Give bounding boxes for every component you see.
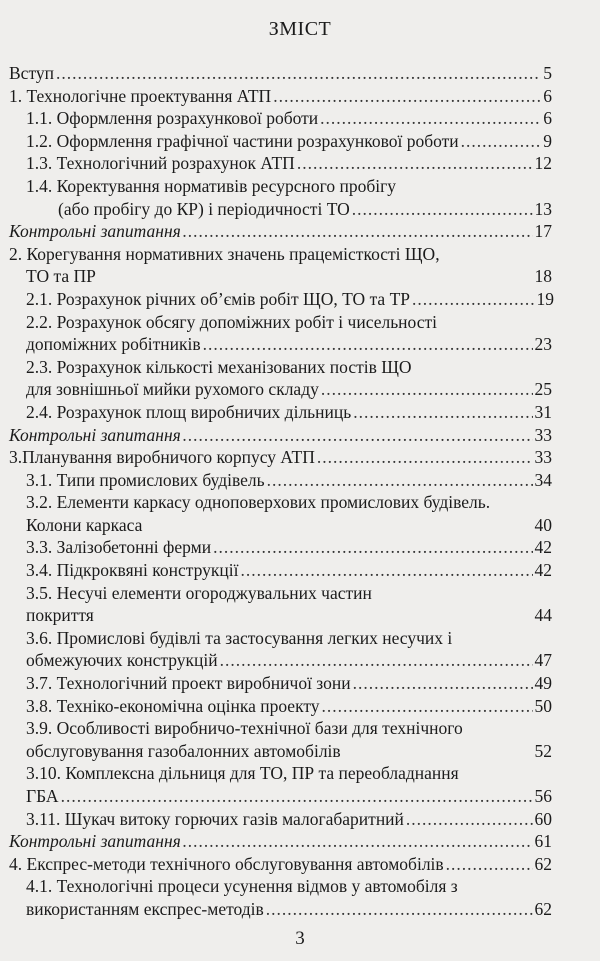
dot-leader xyxy=(406,808,533,831)
toc-entry-text: використанням експрес-методів xyxy=(26,898,264,919)
dot-leader xyxy=(317,446,533,469)
toc-entry[interactable] xyxy=(0,107,600,130)
toc-entry-line: 3.2. Елементи каркасу одноповерхових промислових будівель. xyxy=(26,492,491,513)
toc-entry-text: ГБА xyxy=(26,786,59,806)
dot-leader xyxy=(322,695,533,718)
toc-entry[interactable] xyxy=(0,536,600,559)
toc-entry-text: 3.4. Підкроквяні конструкції xyxy=(26,560,239,581)
dot-leader xyxy=(203,333,533,356)
dot-leader xyxy=(61,785,533,808)
toc-entry-page: 6 xyxy=(543,85,552,106)
toc-entry[interactable] xyxy=(0,740,600,763)
dot-leader xyxy=(220,649,533,672)
toc-entry-text: Контрольні запитання xyxy=(9,424,181,445)
toc-entry-text: обмежуючих конструкцій xyxy=(26,650,218,671)
toc-entry-text: 3.Планування виробничого корпусу АТП xyxy=(9,447,315,468)
toc-entry-page: 23 xyxy=(534,334,552,355)
dot-leader xyxy=(446,853,533,876)
toc-entry-page: 52 xyxy=(534,740,552,761)
toc-entry-line: 3.5. Несучі елементи огороджувальних частин xyxy=(26,582,372,603)
toc-entry[interactable] xyxy=(0,424,600,447)
dot-leader xyxy=(240,559,532,582)
toc-entry[interactable] xyxy=(0,830,600,853)
toc-entry-page: 33 xyxy=(534,424,552,445)
toc-entry[interactable] xyxy=(0,152,600,175)
toc-entry-text: Колони каркаса xyxy=(26,514,143,535)
dot-leader xyxy=(353,672,533,695)
toc-entry-page: 47 xyxy=(534,650,552,671)
dot-leader xyxy=(183,220,533,243)
toc-entry-text: 3.8. Техніко-економічна оцінка проекту xyxy=(26,695,320,716)
toc-entry-page: 62 xyxy=(534,853,552,874)
toc-entry[interactable] xyxy=(0,514,600,537)
toc-entry[interactable] xyxy=(0,649,600,672)
toc-entry[interactable] xyxy=(0,378,600,401)
dot-leader xyxy=(320,107,541,130)
toc-entry[interactable] xyxy=(0,672,600,695)
dot-leader xyxy=(183,424,533,447)
toc-entry-page: 12 xyxy=(534,153,552,174)
toc-entry-page: 40 xyxy=(534,514,552,535)
page-number: 3 xyxy=(295,928,305,949)
toc-entry-page: 62 xyxy=(534,898,552,919)
toc-entry-line: 3.6. Промислові будівлі та застосування легких несучих і xyxy=(26,627,453,648)
toc-entry-line: 4.1. Технологічні процеси усунення відмов у автомобіля з xyxy=(26,876,458,897)
dot-leader xyxy=(183,830,533,853)
toc-entry-page: 42 xyxy=(534,560,552,581)
toc-entry-page: 19 xyxy=(536,288,554,309)
toc-entry[interactable] xyxy=(0,785,600,808)
dot-leader xyxy=(461,130,542,153)
toc-entry[interactable] xyxy=(0,898,600,921)
toc-entry-page: 50 xyxy=(534,695,552,716)
toc-entry-page: 34 xyxy=(534,469,552,490)
toc-entry-line: 2. Корегування нормативних значень працемісткості ЩО, xyxy=(9,243,440,264)
toc-entry-text: 1.2. Оформлення графічної частини розрахункової роботи xyxy=(26,130,459,151)
dot-leader xyxy=(352,198,533,221)
toc-entry-text: 3.3. Залізобетонні ферми xyxy=(26,537,212,558)
toc-entry-page: 17 xyxy=(534,221,552,242)
toc-entry-text: допоміжних робітників xyxy=(26,334,201,355)
dot-leader xyxy=(273,85,541,108)
toc-entry-text: Контрольні запитання xyxy=(9,221,181,242)
toc-entry[interactable] xyxy=(0,333,600,356)
toc-entry-page: 33 xyxy=(534,447,552,468)
dot-leader xyxy=(56,62,541,85)
toc-entry-page: 60 xyxy=(534,808,552,829)
toc-entry[interactable] xyxy=(0,559,600,582)
dot-leader xyxy=(267,469,533,492)
toc-entry-page: 31 xyxy=(534,401,552,422)
toc-entry-page: 25 xyxy=(534,379,552,400)
toc-entry[interactable] xyxy=(0,469,600,492)
dot-leader xyxy=(266,898,533,921)
toc-title: ЗМІСТ xyxy=(268,18,332,40)
dot-leader xyxy=(321,378,533,401)
toc-entry-text: 4. Експрес-методи технічного обслуговування автомобілів xyxy=(9,853,444,874)
toc-entry[interactable] xyxy=(0,62,600,85)
toc-entry-text: 1. Технологічне проектування АТП xyxy=(9,85,272,106)
toc-entry-text: ТО та ПР xyxy=(26,266,96,287)
toc-entry-text: 1.3. Технологічний розрахунок АТП xyxy=(26,153,295,174)
toc-entry[interactable] xyxy=(0,288,600,311)
toc-entry[interactable] xyxy=(0,401,600,424)
toc-entry[interactable] xyxy=(0,695,600,718)
table-of-contents xyxy=(0,62,600,921)
toc-entry-page: 5 xyxy=(543,63,552,83)
toc-entry-text: 3.7. Технологічний проект виробничої зони xyxy=(26,673,351,694)
dot-leader xyxy=(213,536,532,559)
toc-entry[interactable] xyxy=(0,85,600,108)
toc-entry-text: 1.1. Оформлення розрахункової роботи xyxy=(26,108,319,129)
toc-entry-line: 3.9. Особливості виробничо-технічної бази для технічного xyxy=(26,718,463,739)
toc-entry-page: 61 xyxy=(534,831,552,852)
toc-entry-text: для зовнішньої мийки рухомого складу xyxy=(26,379,319,400)
toc-entry-text: Вступ xyxy=(9,63,54,83)
toc-entry[interactable] xyxy=(0,808,600,831)
toc-entry-page: 44 xyxy=(534,605,552,626)
toc-entry[interactable] xyxy=(0,446,600,469)
toc-entry-page: 42 xyxy=(534,537,552,558)
toc-entry[interactable] xyxy=(0,198,600,221)
toc-entry-page: 56 xyxy=(534,786,552,806)
toc-entry-page: 49 xyxy=(534,673,552,694)
toc-entry[interactable] xyxy=(0,853,600,876)
toc-entry[interactable] xyxy=(0,265,600,288)
toc-entry-text: 2.1. Розрахунок річних об’ємів робіт ЩО, ТО та ТР xyxy=(26,288,410,309)
toc-entry-page: 13 xyxy=(534,198,552,219)
toc-entry-text: 2.4. Розрахунок площ виробничих дільниць xyxy=(26,401,352,422)
toc-entry[interactable] xyxy=(0,604,600,627)
toc-entry-text: Контрольні запитання xyxy=(9,831,181,852)
toc-entry-page: 6 xyxy=(543,108,552,129)
toc-entry-page: 9 xyxy=(543,130,552,151)
toc-entry-text: обслуговування газобалонних автомобілів xyxy=(26,740,341,761)
toc-entry-text: (або пробігу до КР) і періодичності ТО xyxy=(58,198,350,219)
toc-entry-line: 2.3. Розрахунок кількості механізованих постів ЩО xyxy=(26,356,412,377)
toc-entry-line: 1.4. Коректування нормативів ресурсного пробігу xyxy=(26,175,397,196)
dot-leader xyxy=(297,152,533,175)
dot-leader xyxy=(353,401,532,424)
toc-entry-text: 3.1. Типи промислових будівель xyxy=(26,469,265,490)
toc-entry[interactable] xyxy=(0,130,600,153)
toc-entry-text: 3.11. Шукач витоку горючих газів малогабаритний xyxy=(26,808,404,829)
dot-leader xyxy=(412,288,535,311)
toc-entry-text: покриття xyxy=(26,605,94,626)
toc-entry-line: 3.10. Комплексна дільниця для ТО, ПР та переобладнання xyxy=(26,763,459,784)
toc-entry[interactable] xyxy=(0,220,600,243)
toc-entry-line: 2.2. Розрахунок обсягу допоміжних робіт і чисельності xyxy=(26,311,438,332)
toc-entry-page: 18 xyxy=(534,266,552,287)
